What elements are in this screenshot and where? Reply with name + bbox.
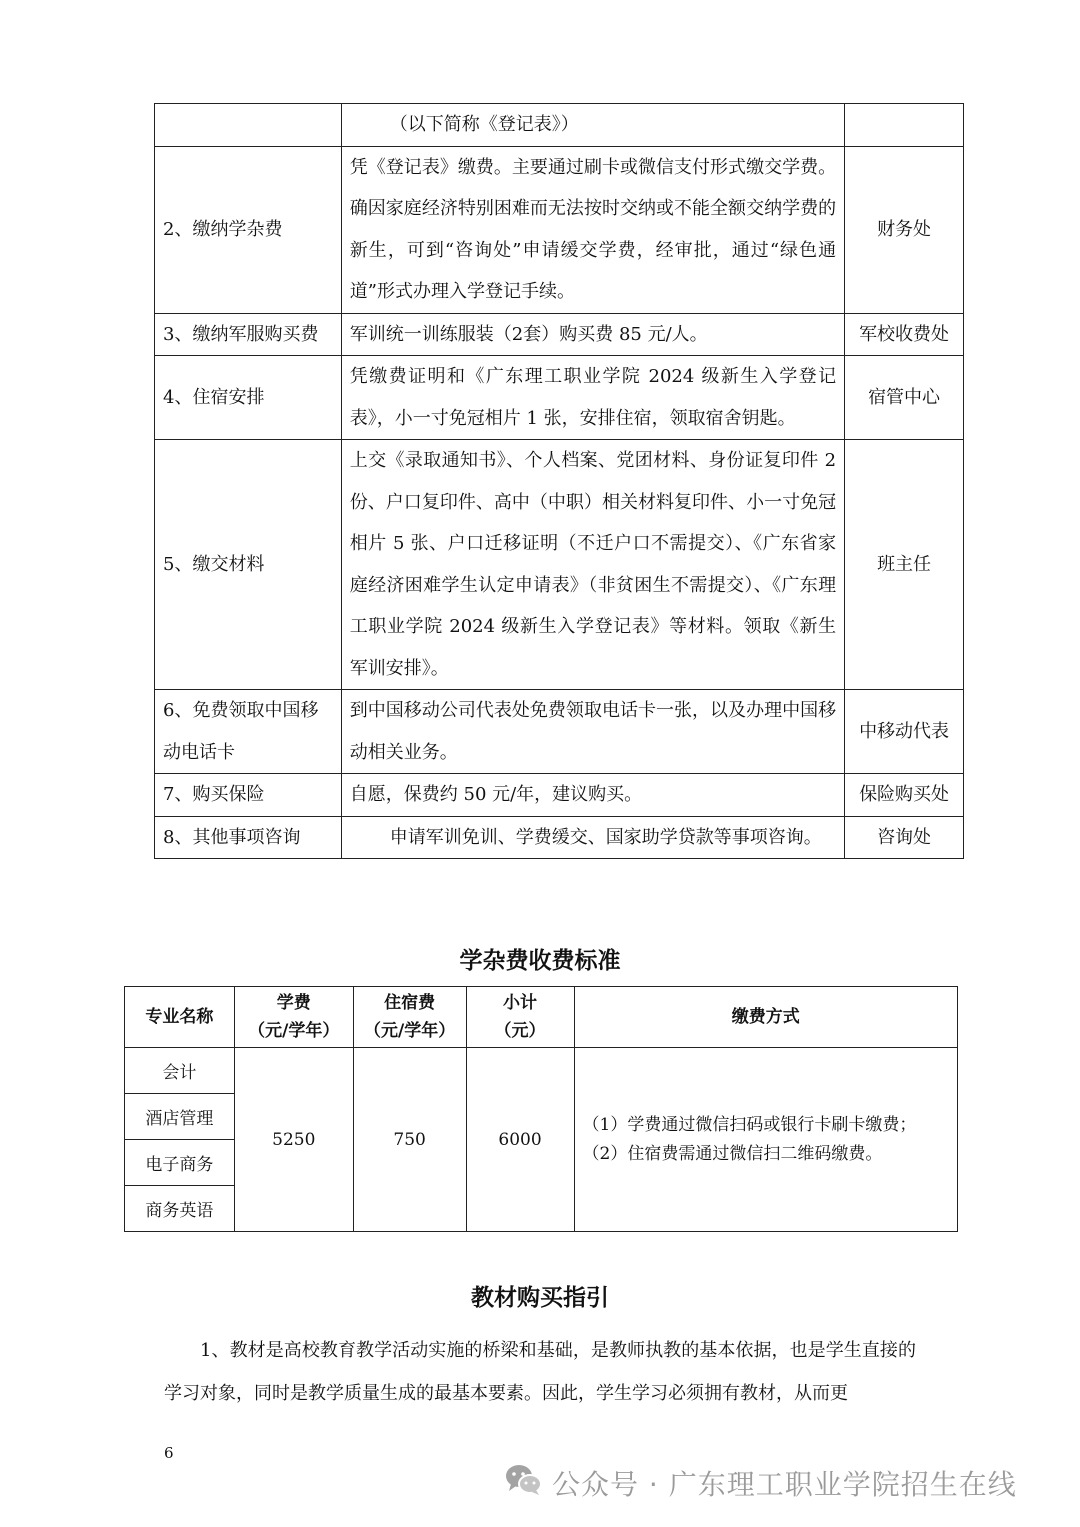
header-subtotal: 小计 （元） (466, 987, 574, 1048)
table-row (155, 690, 964, 774)
tuition-value: 5250 (234, 1048, 353, 1232)
desc-cell: 申请军训免训、学费缓交、国家助学贷款等事项咨询。 (341, 816, 844, 859)
header-lodging: 住宿费 （元/学年） (353, 987, 466, 1048)
desc-cell: （以下简称《登记表》） (341, 104, 844, 147)
major-cell: 会计 (125, 1048, 235, 1094)
step-cell: 4、住宿安排 (155, 356, 342, 440)
fee-table (124, 986, 958, 1232)
dept-cell: 中移动代表 (845, 690, 964, 774)
step-cell: 6、免费领取中国移动电话卡 (155, 690, 342, 774)
payment-method: （1）学费通过微信扫码或银行卡刷卡缴费； （2）住宿费需通过微信扫二维码缴费。 (574, 1048, 958, 1232)
step-cell: 7、购买保险 (155, 774, 342, 817)
wechat-icon (504, 1463, 544, 1504)
table-row (125, 1048, 958, 1094)
header-major: 专业名称 (125, 987, 235, 1048)
step-cell: 5、缴交材料 (155, 440, 342, 690)
dept-cell (845, 104, 964, 147)
wechat-watermark (504, 1463, 1017, 1503)
major-cell: 商务英语 (125, 1186, 235, 1232)
desc-cell: 军训统一训练服装（2套）购买费 85 元/人。 (341, 313, 844, 356)
lodging-value: 750 (353, 1048, 466, 1232)
procedure-table (154, 103, 964, 859)
table-row (155, 104, 964, 147)
major-cell: 酒店管理 (125, 1094, 235, 1140)
desc-cell: 凭《登记表》缴费。主要通过刷卡或微信支付形式缴交学费。确因家庭经济特别困难而无法按时交纳或不能全额交纳学费的新生，可到“咨询处”申请缓交学费，经审批，通过“绿色通道”形式办理入学登记手续。 (341, 146, 844, 313)
desc-cell: 自愿，保费约 50 元/年，建议购买。 (341, 774, 844, 817)
desc-cell: 上交《录取通知书》、个人档案、党团材料、身份证复印件 2 份、户口复印件、高中（中职）相关材料复印件、小一寸免冠相片 5 张、户口迁移证明（不迁户口不需提交）、《广东省家庭经济困难学生认定申请表》（非贫困生不需提交）、《广东理工职业学院 2024 级新生入学登记表》等材料。领取《新生军训安排》。 (341, 440, 844, 690)
table-row (155, 356, 964, 440)
dept-cell: 财务处 (845, 146, 964, 313)
table-row (155, 146, 964, 313)
table-row (155, 816, 964, 859)
table-row (155, 313, 964, 356)
dept-cell: 宿管中心 (845, 356, 964, 440)
watermark-text: 公众号 · 广东理工职业学院招生在线 (552, 1468, 1017, 1501)
book-section-title: 教材购买指引 (471, 1285, 609, 1311)
step-cell: 3、缴纳军服购买费 (155, 313, 342, 356)
dept-cell: 保险购买处 (845, 774, 964, 817)
book-guide-paragraph: 1、教材是高校教育教学活动实施的桥梁和基础，是教师执教的基本依据，也是学生直接的学习对象，同时是教学质量生成的最基本要素。因此，学生学习必须拥有教材，从而更 (164, 1340, 916, 1404)
major-cell: 电子商务 (125, 1140, 235, 1186)
desc-cell: 凭缴费证明和《广东理工职业学院 2024 级新生入学登记表》，小一寸免冠相片 1 张，安排住宿，领取宿舍钥匙。 (341, 356, 844, 440)
subtotal-value: 6000 (466, 1048, 574, 1232)
step-cell: 8、其他事项咨询 (155, 816, 342, 859)
header-method: 缴费方式 (574, 987, 958, 1048)
dept-cell: 班主任 (845, 440, 964, 690)
table-row (155, 440, 964, 690)
desc-cell: 到中国移动公司代表处免费领取电话卡一张，以及办理中国移动相关业务。 (341, 690, 844, 774)
fee-section-title: 学杂费收费标准 (459, 948, 621, 974)
dept-cell: 军校收费处 (845, 313, 964, 356)
step-cell: 2、缴纳学杂费 (155, 146, 342, 313)
step-cell (155, 104, 342, 147)
page-number: 6 (164, 1444, 174, 1462)
header-tuition: 学费 （元/学年） (234, 987, 353, 1048)
dept-cell: 咨询处 (845, 816, 964, 859)
fee-header-row (125, 987, 958, 1048)
table-row (155, 774, 964, 817)
